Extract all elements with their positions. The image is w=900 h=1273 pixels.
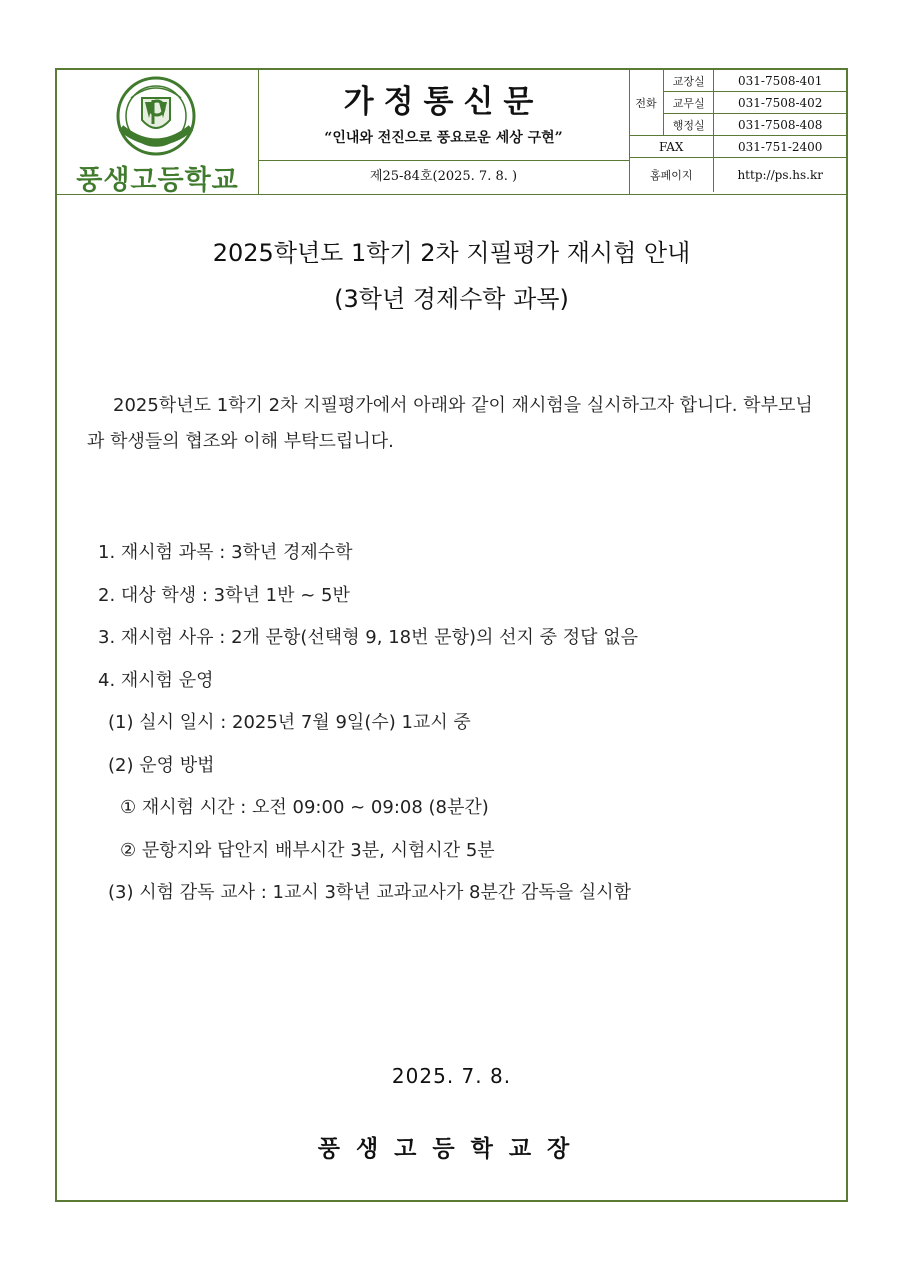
document-title-line1: 2025학년도 1학기 2차 지필평가 재시험 안내 [212, 239, 691, 267]
contact-number: 031-7508-402 [714, 92, 846, 114]
contact-label: 교장실 [664, 70, 714, 92]
document-title [57, 230, 846, 322]
list-item: 4. 재시험 운영 [98, 669, 214, 691]
notice-items-list [98, 532, 638, 915]
homepage-label: 홈페이지 [629, 158, 714, 193]
school-logo-cell [57, 70, 259, 194]
list-item: (1) 실시 일시 : 2025년 7월 9일(수) 1교시 중 [108, 712, 471, 733]
intro-text: 2025학년도 1학기 2차 지필평가에서 아래와 같이 재시험을 실시하고자 합니다. 학부모님과 학생들의 협조와 이해 부탁드립니다. [87, 395, 813, 452]
list-item: ① 재시험 시간 : 오전 09:00 ~ 09:08 (8분간) [120, 797, 489, 818]
contact-number: 031-7508-401 [714, 70, 846, 92]
list-item: 3. 재시험 사유 : 2개 문항(선택형 9, 18번 문항)의 선지 중 정답 없음 [98, 627, 639, 648]
document-date: 2025. 7. 8. [391, 1064, 512, 1088]
issue-number: 제25-84호(2025. 7. 8. ) [369, 169, 518, 184]
issue-number-cell [258, 160, 630, 194]
intro-paragraph [87, 388, 827, 460]
newsletter-title: 가정통신문 [343, 84, 544, 120]
list-item: 1. 재시험 과목 : 3학년 경제수학 [98, 542, 353, 563]
contact-table [629, 70, 846, 192]
title-cell [258, 70, 630, 161]
school-slogan: “인내와 전진으로 풍요로운 세상 구현” [324, 130, 563, 146]
list-item: (2) 운영 방법 [108, 754, 215, 776]
list-item: 2. 대상 학생 : 3학년 1반 ~ 5반 [98, 584, 350, 606]
letter-header [57, 70, 846, 195]
school-emblem-icon [109, 72, 203, 160]
fax-label: FAX [629, 136, 714, 158]
document-title-line2: (3학년 경제수학 과목) [334, 285, 569, 313]
contact-label: 행정실 [664, 114, 714, 136]
list-item: (3) 시험 감독 교사 : 1교시 3학년 교과교사가 8분간 감독을 실시함 [108, 882, 632, 903]
phone-label: 전화 [629, 70, 664, 136]
contact-number: 031-7508-408 [714, 114, 846, 136]
contact-label: 교무실 [664, 92, 714, 114]
school-name: 풍생고등학교 [76, 165, 239, 196]
homepage-link[interactable]: http://ps.hs.kr [714, 158, 846, 193]
document-frame [55, 68, 848, 1202]
list-item: ② 문항지와 답안지 배부시간 3분, 시험시간 5분 [120, 839, 495, 861]
principal-signature: 풍생고등학교장 [317, 1136, 586, 1162]
fax-number: 031-751-2400 [714, 136, 846, 158]
